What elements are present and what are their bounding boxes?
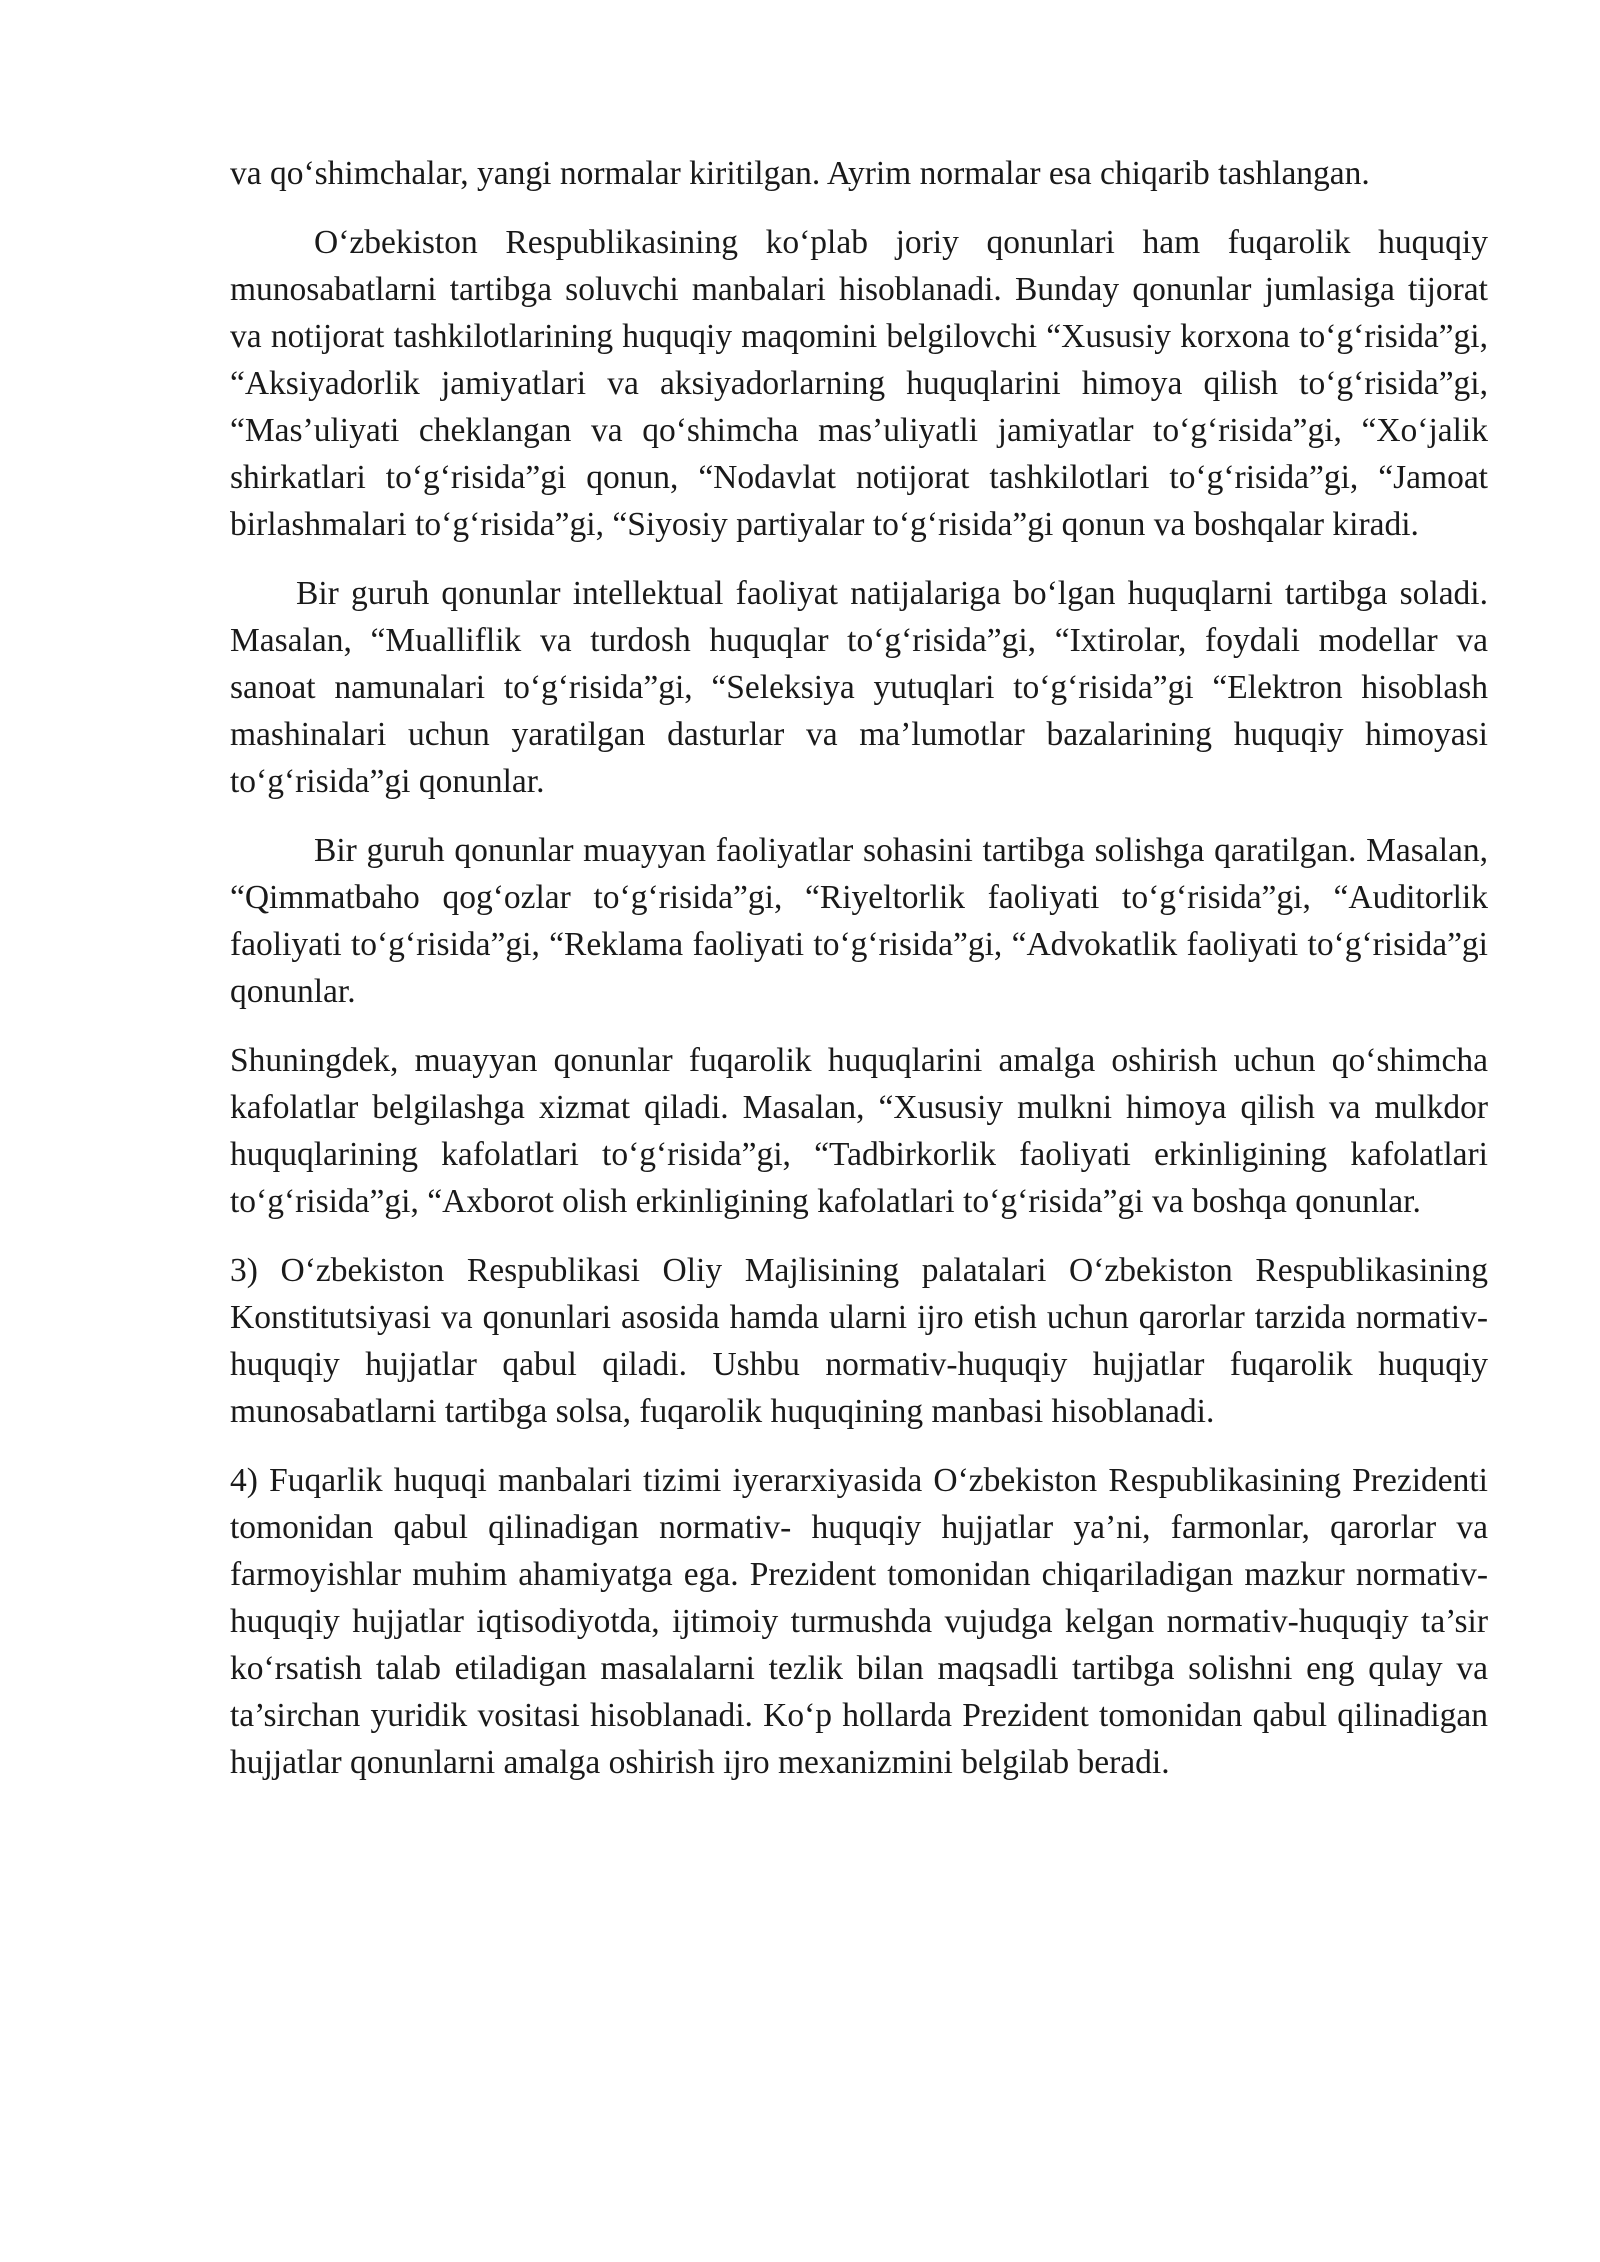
paragraph-guarantee-laws: Shuningdek, muayyan qonunlar fuqarolik huquqlarini amalga oshirish uchun qo‘shimcha kafolatlar belgilashga xizmat qiladi. Masalan, “Xususiy mulkni himoya qilish va mulkdor huquqlarining kafolatlari to‘g‘risida”gi, “Tadbirkorlik faoliyati erkinligining kafolatlari to‘g‘risida”gi, “Axborot olish erkinligining kafolatlari to‘g‘risida”gi va boshqa qonunlar. <box>230 1042 1488 1220</box>
paragraph-oliy-majlis-acts: 3) O‘zbekiston Respublikasi Oliy Majlisining palatalari O‘zbekiston Respublikasining Konstitutsiyasi va qonunlari asosida hamda ularni ijro etish uchun qarorlar tarzida normativ-huquqiy hujjatlar qabul qiladi. Ushbu normativ-huquqiy hujjatlar fuqarolik huquqiy munosabatlarni tartibga solsa, fuqarolik huquqining manbasi hisoblanadi. <box>230 1252 1488 1430</box>
paragraph-activity-sphere-laws: Bir guruh qonunlar muayyan faoliyatlar sohasini tartibga solishga qaratilgan. Masalan, “Qimmatbaho qog‘ozlar to‘g‘risida”gi, “Riyeltorlik faoliyati to‘g‘risida”gi, “Auditorlik faoliyati to‘g‘risida”gi, “Reklama faoliyati to‘g‘risida”gi, “Advokatlik faoliyati to‘g‘risida”gi qonunlar. <box>230 832 1488 1010</box>
paragraph-intellectual-property-laws: Bir guruh qonunlar intellektual faoliyat natijalariga bo‘lgan huquqlarni tartibga soladi. Masalan, “Mualliflik va turdosh huquqlar to‘g‘risida”gi, “Ixtirolar, foydali modellar va sanoat namunalari to‘g‘risida”gi, “Seleksiya yutuqlari to‘g‘risida”gi “Elektron hisoblash mashinalari uchun yaratilgan dasturlar va ma’lumotlar bazalarining huquqiy himoyasi to‘g‘risida”gi qonunlar. <box>230 575 1488 800</box>
paragraph-continuation: va qo‘shimchalar, yangi normalar kiritilgan. Ayrim normalar esa chiqarib tashlangan. <box>230 155 1370 192</box>
document-body <box>230 150 1488 1808</box>
paragraph-president-acts: 4) Fuqarlik huquqi manbalari tizimi iyerarxiyasida O‘zbekiston Respublikasining Prezidenti tomonidan qabul qilinadigan normativ- huquqiy hujjatlar ya’ni, farmonlar, qarorlar va farmoyishlar muhim ahamiyatga ega. Prezident tomonidan chiqariladigan mazkur normativ- huquqiy hujjatlar iqtisodiyotda, ijtimoiy turmushda vujudga kelgan normativ-huquqiy ta’sir ko‘rsatish talab etiladigan masalalarni tezlik bilan maqsadli tartibga solishni eng qulay va ta’sirchan yuridik vositasi hisoblanadi. Ko‘p hollarda Prezident tomonidan qabul qilinadigan hujjatlar qonunlarni amalga oshirish ijro mexanizmini belgilab beradi. <box>230 1462 1488 1781</box>
paragraph-laws-civil-relations: O‘zbekiston Respublikasining ko‘plab joriy qonunlari ham fuqarolik huquqiy munosabatlarni tartibga soluvchi manbalari hisoblanadi. Bunday qonunlar jumlasiga tijorat va notijorat tashkilotlarining huquqiy maqomini belgilovchi “Xususiy korxona to‘g‘risida”gi, “Aksiyadorlik jamiyatlari va aksiyadorlarning huquqlarini himoya qilish to‘g‘risida”gi, “Mas’uliyati cheklangan va qo‘shimcha mas’uliyatli jamiyatlar to‘g‘risida”gi, “Xo‘jalik shirkatlari to‘g‘risida”gi qonun, “Nodavlat notijorat tashkilotlari to‘g‘risida”gi, “Jamoat birlashmalari to‘g‘risida”gi, “Siyosiy partiyalar to‘g‘risida”gi qonun va boshqalar kiradi. <box>230 224 1488 543</box>
